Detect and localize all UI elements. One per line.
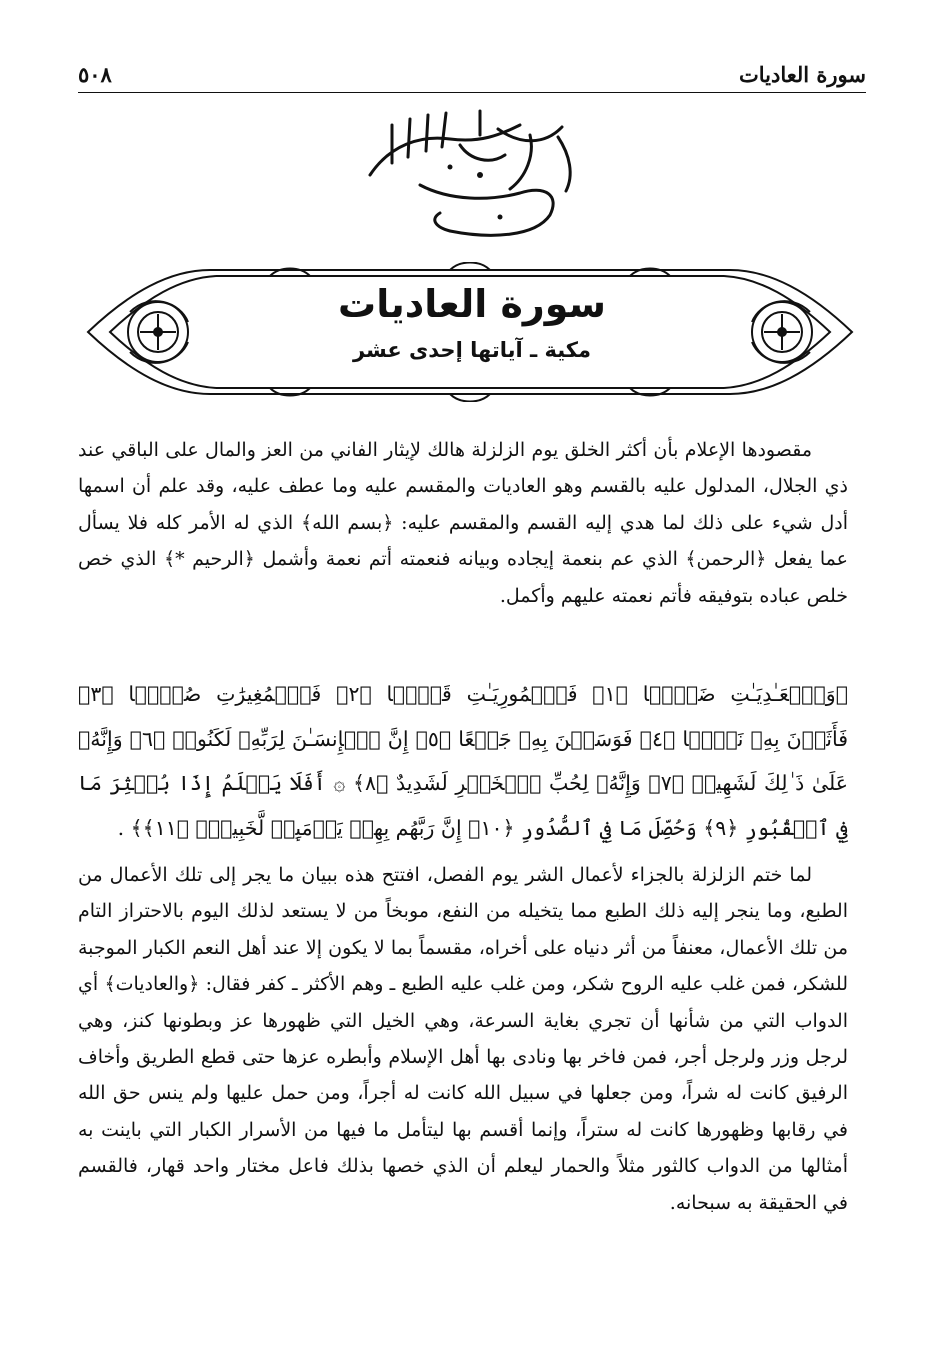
running-header [78,56,866,90]
header-rule [78,92,866,93]
surah-title: سورة العاديات [338,282,606,326]
quran-verses: ﴿وَٱلۡعَـٰدِيَـٰتِ ضَبۡحࣰا ﴿١﴾ فَٱلۡمُورِيَـٰتِ قَدۡحࣰا ﴿٢﴾ فَٱلۡمُغِيرَٰتِ صُبۡحࣰا ﴿٣﴾ فَأَثَرۡنَ بِهِۦ نَقۡعࣰا ﴿٤﴾ فَوَسَطۡنَ بِهِۦ جَمۡعًا ﴿٥﴾ إِنَّ ٱلۡإِنسَـٰنَ لِرَبِّهِۦ لَكَنُودࣱ ﴿٦﴾ وَإِنَّهُۥ عَلَىٰ ذَ ٰ⁠لِكَ لَشَهِيدࣱ ﴿٧﴾ وَإِنَّهُۥ لِحُبِّ ٱلۡخَيۡرِ لَشَدِيدٌ ﴿٨﴾ ۞ أَفَلَا يَعۡلَمُ إِذَا بُعۡثِرَ مَا فِي ٱلۡقُبُورِ ﴿٩﴾ وَحُصِّلَ مَا فِي ٱلصُّدُورِ ﴿١٠﴾ إِنَّ رَبَّهُم بِهِمۡ يَوۡمَىِٕذࣲ لَّخَبِيرُۢ ﴿١١﴾﴾ . [78,682,848,840]
commentary-paragraph: لما ختم الزلزلة بالجزاء لأعمال الشر يوم الفصل، افتتح هذه ببيان ما يجر إلى تلك الأعمال من الطبع، وما ينجر إليه ذلك الطبع مما يتخيله من النفع، موبخاً من لا يستعد لذلك اليوم بالاحتراز التام من تلك الأعمال، معنفاً من أثر دنياه على أخراه، مقسماً بما لا يكون إلا عند أهل النعم الكبار الموجبة للشكر، فمن غلب عليه الروح شكر، ومن غلب عليه الطبع ـ وهم الأكثر ـ كفر فقال: ﴿والعاديات﴾ أي الدواب التي من شأنها أن تجري بغاية السرعة، وهي الخيل التي ظهورها عز وبطونها كنز، وهي لرجل وزر ولرجل أجر، فمن فاخر بها ونادى بها أهل الإسلام وأبطره عزها حتى قطع الطريق وأخاف الرفيق كانت له شراً، ومن جعلها في سبيل الله كانت له أجراً، ومن حمل عليها ولم ينس حق الله في رقابها وظهورها كانت له ستراً، وإنما أقسم بها ليتأمل ما فيها من الأسرار الكبار التي باينت به أمثالها من الدواب كالثور مثلاً والحمار ليعلم أن الذي خصها بذلك فاعل مختار واحد قهار، فالقسم في الحقيقة به سبحانه. [78,864,848,1214]
intro-paragraph: مقصودها الإعلام بأن أكثر الخلق يوم الزلزلة هالك لإيثار الفاني من العز والمال على الباقي عند ذي الجلال، المدلول عليه بالقسم وهو العاديات والمقسم عليه وما عطف عليه، وقد علم أن اسمها أدل شيء على ذلك لما هدي إليه القسم والمقسم عليه: ﴿بسم الله﴾ الذي له الأمر كله فلا يسأل عما يفعل ﴿الرحمن﴾ الذي عم بنعمة إيجاده وبيانه فنعمته أتم نعمة وأشمل ﴿الرحيم *﴾ الذي خص خلص عباده بتوفيقه فأتم نعمته عليهم وأكمل. [78,439,848,607]
basmala-calligraphy-icon [330,105,610,245]
surah-subtitle: مكية ـ آياتها إحدى عشر [352,338,592,362]
header-surah-name: سورة العاديات [738,62,866,87]
page-number: ٥٠٨ [78,62,112,87]
